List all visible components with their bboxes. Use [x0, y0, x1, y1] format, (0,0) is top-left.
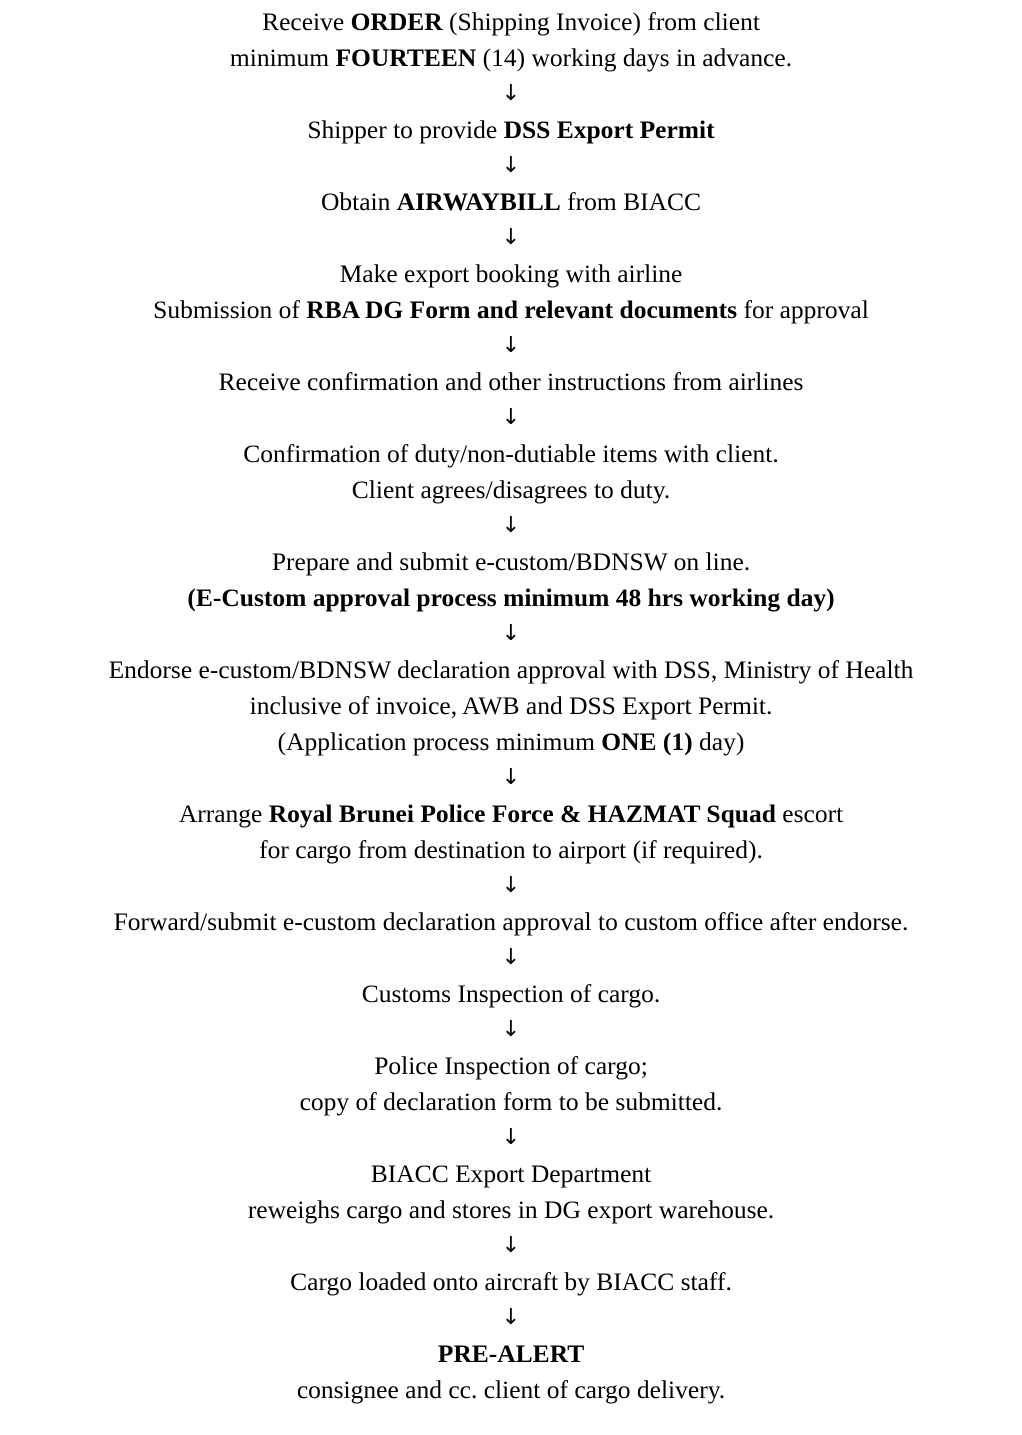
step-text-line — [0, 4, 1022, 40]
step-text: inclusive of invoice, AWB and DSS Export Permit. — [249, 691, 773, 720]
step-text: consignee and cc. client of cargo delivery. — [296, 1375, 726, 1404]
flow-step-11 — [0, 976, 1022, 1012]
flow-step-4 — [0, 256, 1022, 328]
step-text-line — [0, 436, 1022, 472]
emphasized-text: PRE-ALERT — [437, 1339, 585, 1368]
step-text: Confirmation of duty/non-dutiable items with client. — [243, 439, 779, 468]
step-text-line — [0, 1264, 1022, 1300]
step-text: Client agrees/disagrees to duty. — [351, 475, 671, 504]
step-text: for cargo from destination to airport (if required). — [259, 835, 763, 864]
emphasized-text: ONE (1) — [601, 727, 693, 756]
step-text: (14) working days in advance. — [476, 43, 793, 72]
down-arrow-icon: ↓ — [501, 333, 521, 358]
step-text: copy of declaration form to be submitted. — [299, 1087, 723, 1116]
step-text: Police Inspection of cargo; — [374, 1051, 648, 1080]
flow-step-15 — [0, 1336, 1022, 1408]
step-text-line — [0, 688, 1022, 724]
step-text: Receive confirmation and other instructions from airlines — [218, 367, 804, 396]
step-text: Endorse e-custom/BDNSW declaration approval with DSS, Ministry of Health — [108, 655, 914, 684]
down-arrow-icon: ↓ — [501, 1017, 521, 1042]
step-text-line — [0, 1048, 1022, 1084]
flow-step-2 — [0, 112, 1022, 148]
step-text: Forward/submit e-custom declaration approval to custom office after endorse. — [113, 907, 909, 936]
step-text-line — [0, 652, 1022, 688]
step-text: escort — [775, 799, 844, 828]
step-text: Shipper to provide — [307, 115, 504, 144]
step-text: Submission of — [153, 295, 307, 324]
emphasized-text: RBA DG Form and relevant documents — [306, 295, 738, 324]
flow-step-14 — [0, 1264, 1022, 1300]
step-text: day) — [692, 727, 745, 756]
down-arrow-icon: ↓ — [501, 621, 521, 646]
step-text-line — [0, 364, 1022, 400]
step-text-line — [0, 832, 1022, 868]
down-arrow-icon: ↓ — [501, 153, 521, 178]
step-text: reweighs cargo and stores in DG export warehouse. — [247, 1195, 775, 1224]
down-arrow-icon: ↓ — [501, 513, 521, 538]
step-text-line — [0, 472, 1022, 508]
step-text: Cargo loaded onto aircraft by BIACC staff. — [290, 1267, 732, 1296]
step-text-line — [0, 40, 1022, 76]
flow-step-5 — [0, 364, 1022, 400]
step-text: (Application process minimum — [277, 727, 602, 756]
step-text: from BIACC — [560, 187, 701, 216]
step-text: minimum — [229, 43, 336, 72]
down-arrow-icon: ↓ — [501, 765, 521, 790]
step-text-line — [0, 976, 1022, 1012]
step-text-line — [0, 1192, 1022, 1228]
flow-step-12 — [0, 1048, 1022, 1120]
emphasized-text: ORDER — [350, 7, 443, 36]
step-text-line — [0, 292, 1022, 328]
flow-step-3 — [0, 184, 1022, 220]
step-text: Obtain — [320, 187, 397, 216]
step-text: Receive — [262, 7, 351, 36]
flow-step-1 — [0, 4, 1022, 76]
step-text: for approval — [737, 295, 869, 324]
flow-step-7 — [0, 544, 1022, 616]
down-arrow-icon: ↓ — [501, 405, 521, 430]
step-text-line — [0, 112, 1022, 148]
step-text: (Shipping Invoice) from client — [442, 7, 760, 36]
flow-step-10 — [0, 904, 1022, 940]
down-arrow-icon: ↓ — [501, 945, 521, 970]
step-text-line — [0, 724, 1022, 760]
step-text-line — [0, 1372, 1022, 1408]
flow-step-8 — [0, 652, 1022, 760]
down-arrow-icon: ↓ — [501, 873, 521, 898]
down-arrow-icon: ↓ — [501, 1233, 521, 1258]
step-text-line — [0, 184, 1022, 220]
down-arrow-icon: ↓ — [501, 1125, 521, 1150]
step-text-line — [0, 796, 1022, 832]
emphasized-text: FOURTEEN — [335, 43, 477, 72]
flow-step-13 — [0, 1156, 1022, 1228]
emphasized-text: (E-Custom approval process minimum 48 hrs working day) — [187, 583, 835, 612]
down-arrow-icon: ↓ — [501, 225, 521, 250]
step-text-line — [0, 1336, 1022, 1372]
step-text: Arrange — [178, 799, 269, 828]
step-text: Customs Inspection of cargo. — [361, 979, 661, 1008]
step-text: BIACC Export Department — [370, 1159, 652, 1188]
step-text-line — [0, 904, 1022, 940]
emphasized-text: AIRWAYBILL — [396, 187, 561, 216]
flow-step-6 — [0, 436, 1022, 508]
flow-step-9 — [0, 796, 1022, 868]
step-text-line — [0, 544, 1022, 580]
step-text-line — [0, 1084, 1022, 1120]
step-text-line — [0, 1156, 1022, 1192]
step-text: Prepare and submit e-custom/BDNSW on line. — [271, 547, 751, 576]
down-arrow-icon: ↓ — [501, 81, 521, 106]
emphasized-text: Royal Brunei Police Force & HAZMAT Squad — [268, 799, 776, 828]
emphasized-text: DSS Export Permit — [503, 115, 715, 144]
step-text-line — [0, 256, 1022, 292]
step-text-line — [0, 580, 1022, 616]
down-arrow-icon: ↓ — [501, 1305, 521, 1330]
step-text: Make export booking with airline — [339, 259, 683, 288]
